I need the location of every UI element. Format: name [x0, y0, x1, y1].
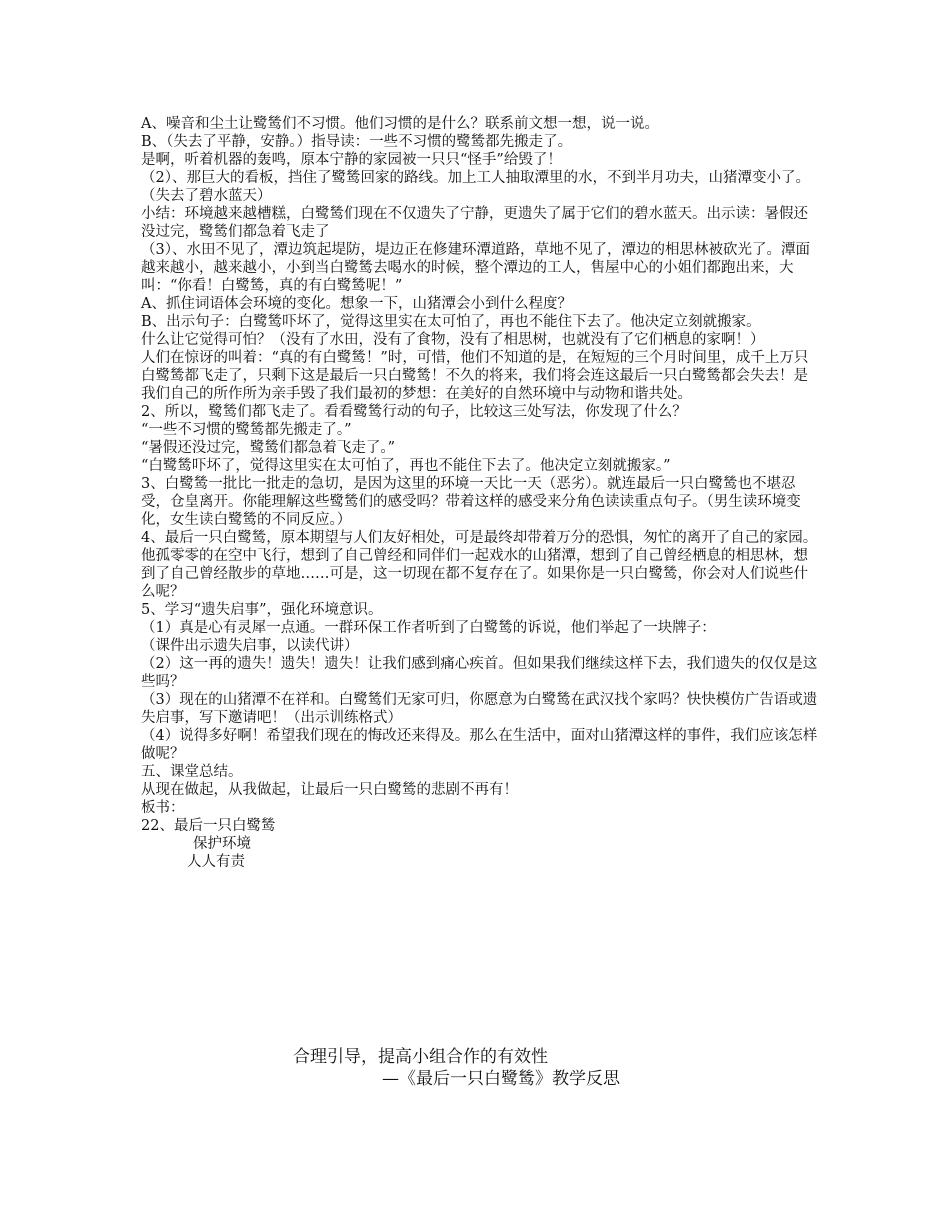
paragraph: 是啊，听着机器的轰鸣，原本宁静的家园被一只只“怪手”给毁了！ [141, 152, 562, 168]
paragraph: 人们在惊讶的叫着：“真的有白鹭鸶！”时，可惜，他们不知道的是，在短短的三个月时间里，成千上万只白鹭鸶都飞走了，只剩下这是最后一只白鹭鸶！不久的将来，我们将会连这最后一只白鹭鸶都会失去！是我们自己的所作所为亲手毁了我们最初的梦想：在美好的自然环境中与动物和谐共处。 [141, 350, 809, 402]
paragraph: A、抓住词语体会环境的变化。想象一下，山猪潭会小到什么程度？ [141, 296, 572, 312]
board-line: 保护环境 [193, 836, 251, 852]
board-line: 人人有责 [187, 854, 245, 870]
document-body [141, 115, 821, 871]
reflection-title: 合理引导，提高小组合作的有效性 [293, 1047, 548, 1067]
paragraph: “暑假还没过完，鹭鸶们都急着飞走了。” [141, 440, 396, 456]
board-title: 22、最后一只白鹭鸶 [141, 818, 276, 834]
paragraph: （1）真是心有灵犀一点通。一群环保工作者听到了白鹭鸶的诉说，他们举起了一块牌子： [141, 620, 716, 636]
paragraph: （课件出示遗失启事，以读代讲） [141, 638, 359, 654]
paragraph: B、（失去了平静，安静。）指导读：一些不习惯的鹭鸶都先搬走了。 [141, 134, 573, 150]
paragraph: 从现在做起，从我做起，让最后一只白鹭鸶的悲剧不再有！ [141, 782, 518, 798]
paragraph: A、噪音和尘土让鹭鸶们不习惯。他们习惯的是什么？联系前文想一想，说一说。 [141, 116, 659, 132]
paragraph: 3、白鹭鸶一批比一批走的急切，是因为这里的环境一天比一天（恶劣）。就连最后一只白鹭鸶也不堪忍受，仓皇离开。你能理解这些鹭鸶们的感受吗？带着这样的感受来分角色读读重点句子。（男生读环境变化，女生读白鹭鸶的不同反应。） [141, 476, 801, 528]
paragraph: （3）现在的山猪潭不在祥和。白鹭鸶们无家可归，你愿意为白鹭鸶在武汉找个家吗？快快模仿广告语或遗失启事，写下邀请吧！（出示训练格式） [141, 692, 818, 726]
paragraph: （2）、那巨大的看板，挡住了鹭鸶回家的路线。加上工人抽取潭里的水，不到半月功夫，山猪潭变小了。（失去了碧水蓝天） [141, 170, 810, 204]
reflection-subtitle: —《最后一只白鹭鸶》教学反思 [382, 1069, 620, 1089]
board-label: 板书： [141, 800, 185, 816]
paragraph: 5、学习“遗失启事”，强化环境意识。 [141, 602, 383, 618]
paragraph: 2、所以，鹭鸶们都飞走了。看看鹭鸶行动的句子，比较这三处写法，你发现了什么？ [141, 404, 687, 420]
paragraph: （3）、水田不见了，潭边筑起堤防，堤边正在修建环潭道路，草地不见了，潭边的相思林被砍光了。潭面越来越小，越来越小，小到当白鹭鸶去喝水的时候，整个潭边的工人，售屋中心的小姐们都跑出来，大叫：“你看！白鹭鸶，真的有白鹭鸶呢！” [141, 242, 810, 294]
paragraph: 什么让它觉得可怕？（没有了水田，没有了食物，没有了相思树，也就没有了它们栖息的家啊！） [141, 332, 765, 348]
paragraph: （2）这一再的遗失！遗失！遗失！让我们感到痛心疾首。但如果我们继续这样下去，我们遗失的仅仅是这些吗？ [141, 656, 818, 690]
paragraph: “一些不习惯的鹭鸶都先搬走了。” [141, 422, 352, 438]
paragraph: （4）说得多好啊！希望我们现在的悔改还来得及。那么在生活中，面对山猪潭这样的事件，我们应该怎样做呢？ [141, 728, 818, 762]
paragraph: 4、最后一只白鹭鸶，原本期望与人们友好相处，可是最终却带着万分的恐惧，匆忙的离开了自己的家园。他孤零零的在空中飞行，想到了自己曾经和同伴们一起戏水的山猪潭，想到了自己曾经栖息的相思林，想到了自己曾经散步的草地……可是，这一切现在都不复存在了。如果你是一只白鹭鸶，你会对人们说些什么呢？ [141, 530, 818, 600]
paragraph: “白鹭鸶吓坏了，觉得这里实在太可怕了，再也不能住下去了。他决定立刻就搬家。” [141, 458, 671, 474]
section-heading: 五、课堂总结。 [141, 764, 243, 780]
paragraph: B、出示句子：白鹭鸶吓坏了，觉得这里实在太可怕了，再也不能住下去了。他决定立刻就搬家。 [141, 314, 761, 330]
paragraph: 小结：环境越来越槽糕，白鹭鸶们现在不仅遗失了宁静，更遗失了属于它们的碧水蓝天。出示读：暑假还没过完，鹭鸶们都急着飞走了 [141, 206, 808, 240]
